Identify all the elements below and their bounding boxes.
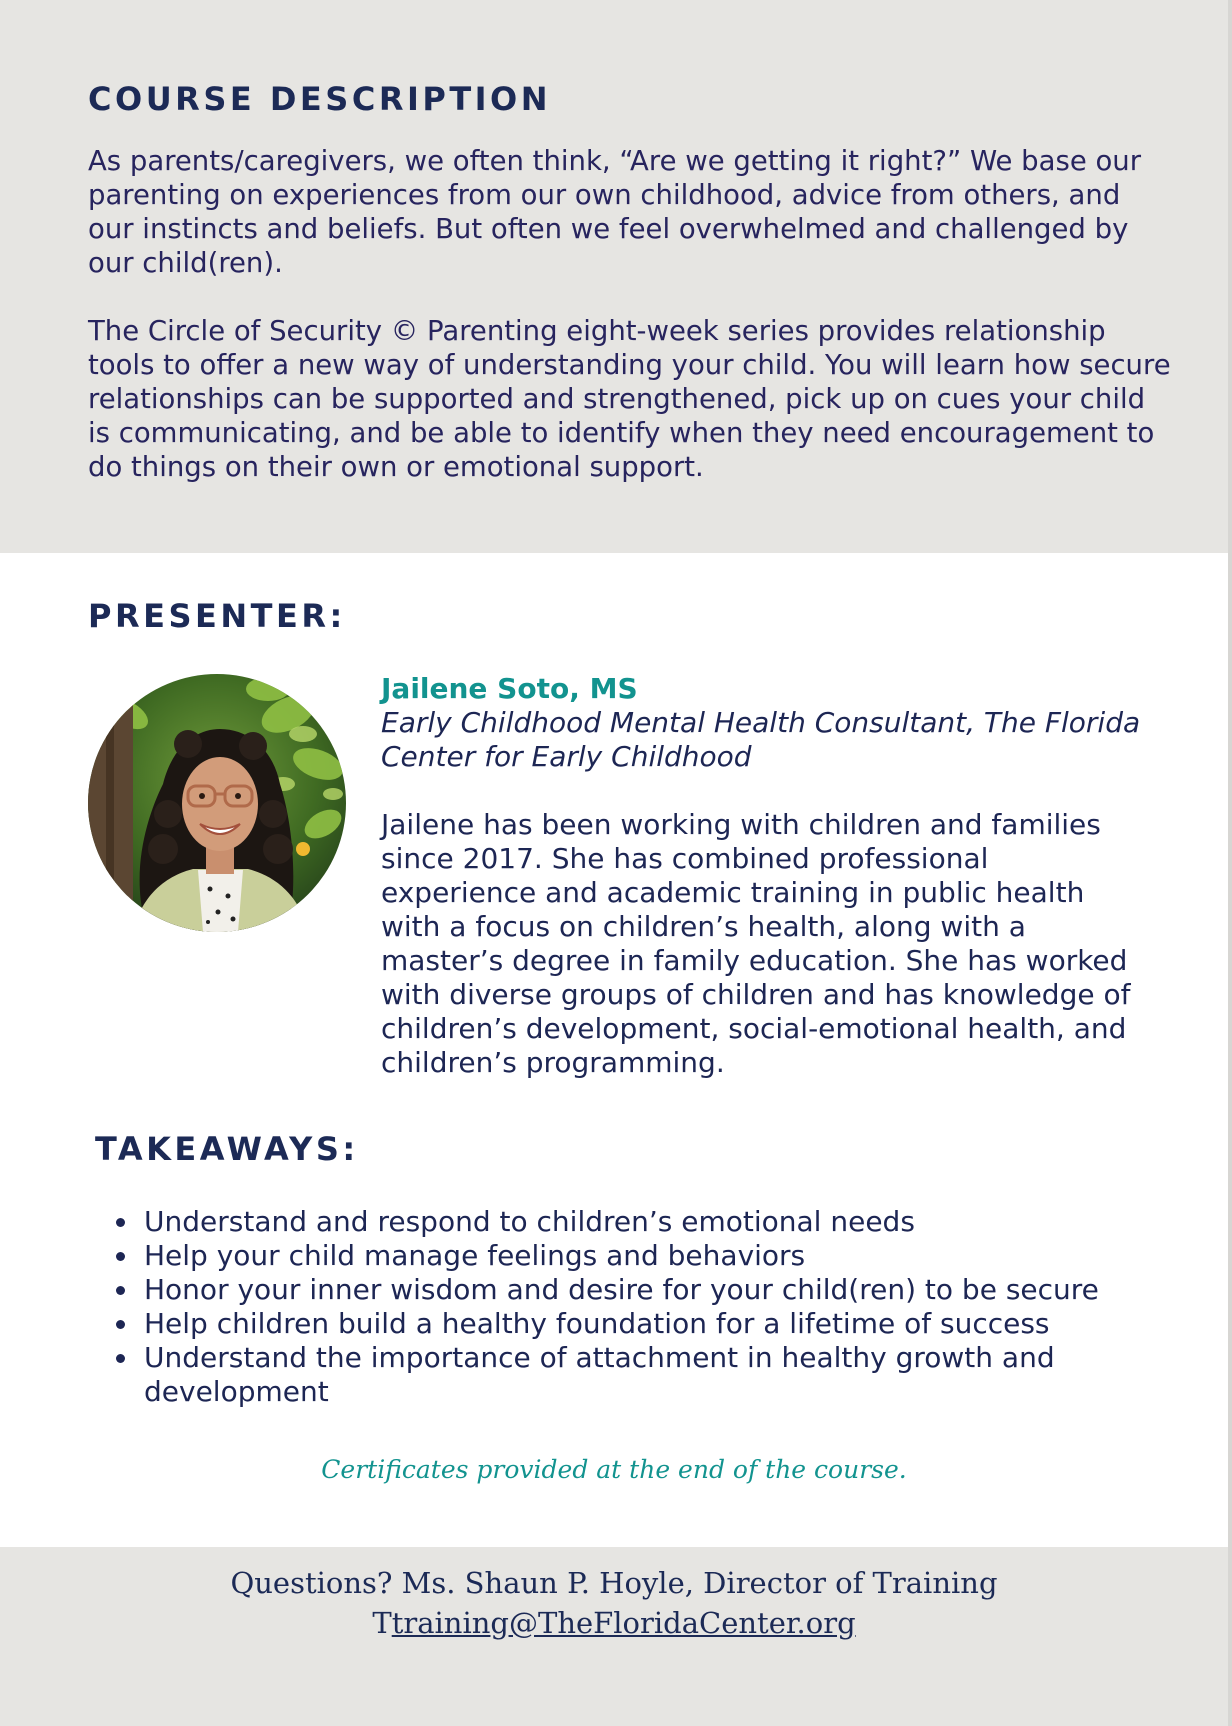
presenter-heading: PRESENTER:	[88, 597, 346, 635]
takeaway-item: Help children build a healthy foundation for a lifetime of success	[110, 1307, 1190, 1341]
footer-email-prefix: T	[372, 1606, 392, 1640]
takeaways-list	[110, 1205, 1190, 1409]
page-edge	[1228, 0, 1232, 1726]
takeaway-item: Understand the importance of attachment in healthy growth and development	[110, 1341, 1190, 1409]
presenter-name: Jailene Soto, MS	[381, 672, 638, 705]
takeaway-item: Understand and respond to children’s emotional needs	[110, 1205, 1190, 1239]
presenter-photo	[88, 674, 346, 932]
certificates-note: Certificates provided at the end of the course.	[321, 1455, 907, 1484]
course-description-paragraph-1: As parents/caregivers, we often think, “Are we getting it right?” We base our parenting on experiences from our own childhood, advice from others, and our instincts and beliefs. But often we feel overwhelmed and challenged by our child(ren).	[88, 145, 1142, 279]
takeaway-item: Help your child manage feelings and behaviors	[110, 1239, 1190, 1273]
footer-contact-line: Questions? Ms. Shaun P. Hoyle, Director of Training	[230, 1566, 998, 1600]
course-description-heading: COURSE DESCRIPTION	[88, 80, 552, 118]
footer-email-link[interactable]: training@TheFloridaCenter.org	[391, 1606, 856, 1640]
footer-email-line	[0, 1606, 1228, 1640]
avatar-illustration	[88, 674, 346, 932]
takeaways-heading: TAKEAWAYS:	[95, 1130, 359, 1168]
presenter-bio: Jailene has been working with children and families since 2017. She has combined professional experience and academic training in public health with a focus on children’s health, along with a master’s degree in family education. She has worked with diverse groups of children and has knowledge of children’s development, social-emotional health, and children’s programming.	[381, 808, 1131, 1079]
takeaway-item: Honor your inner wisdom and desire for your child(ren) to be secure	[110, 1273, 1190, 1307]
presenter-title: Early Childhood Mental Health Consultant, The Florida Center for Early Childhood	[381, 706, 1141, 773]
course-description-paragraph-2: The Circle of Security © Parenting eight-week series provides relationship tools to offer a new way of understanding your child. You will learn how secure relationships can be supported and strengthened, pick up on cues your child is communicating, and be able to identify when they need encouragement to do things on their own or emotional support.	[88, 315, 1171, 483]
